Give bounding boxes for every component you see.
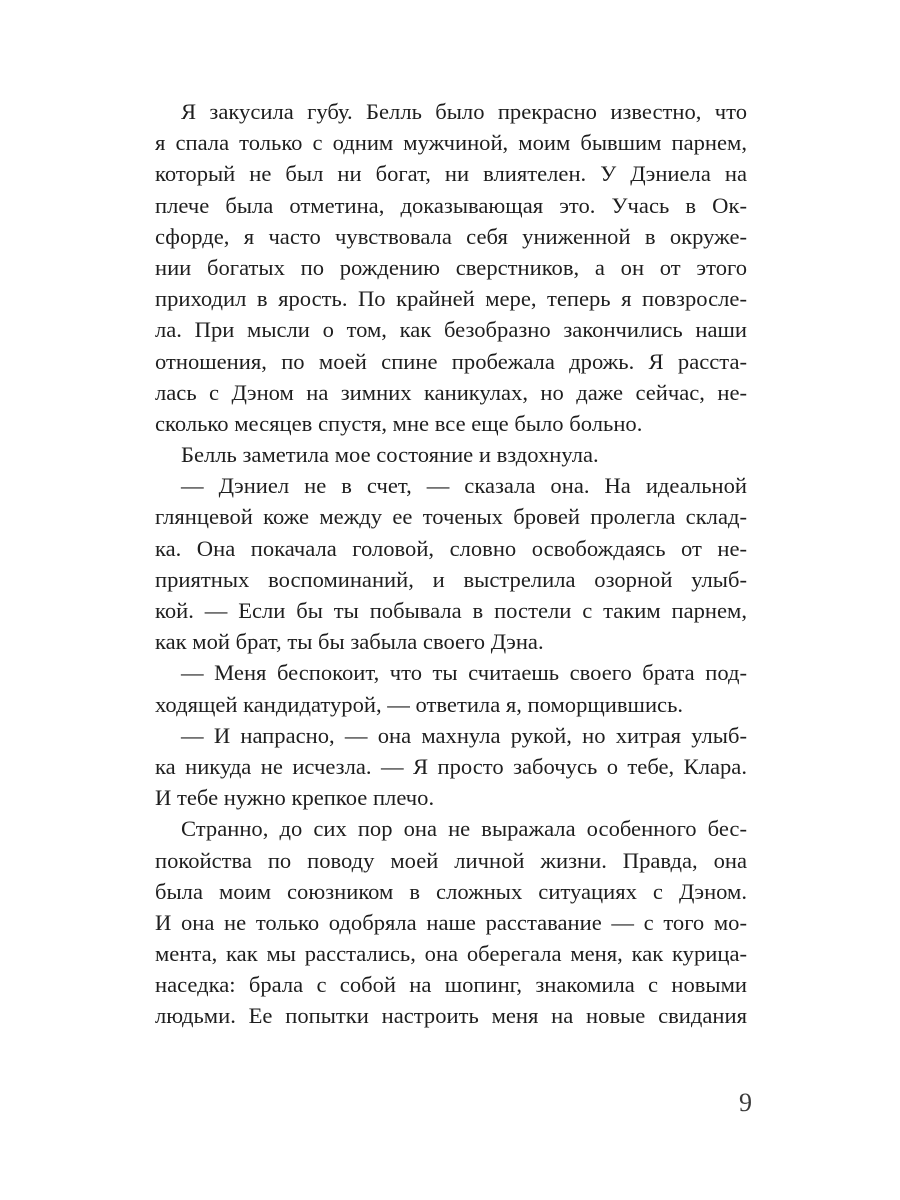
text-line: — И напрасно, — она махнула рукой, но хитрая улыб- [181,722,747,748]
text-line: ла. При мысли о том, как безобразно закончились наши [155,317,747,343]
text-line: лась с Дэном на зимних каникулах, но даже сейчас, не- [155,379,747,405]
text-line: который не был ни богат, ни влиятелен. У Дэниела на [155,161,747,187]
text-line: — Дэниел не в счет, — сказала она. На идеальной [181,473,747,499]
text-line: наседка: брала с собой на шопинг, знакомила с новыми [155,972,747,998]
text-line: была моим союзником в сложных ситуациях с Дэном. [155,878,747,904]
text-line: плече была отметина, доказывающая это. Учась в Ок- [155,192,747,218]
text-line: ка. Она покачала головой, словно освобождаясь от не- [155,535,747,561]
text-line: приятных воспоминаний, и выстрелила озорной улыб- [155,566,747,592]
text-line: кой. — Если бы ты побывала в постели с таким парнем, [155,598,747,623]
body-text [155,96,747,1032]
text-line: Я закусила губу. Белль было прекрасно известно, что [181,99,747,124]
text-line: людьми. Ее попытки настроить меня на новые свидания [155,1003,747,1029]
text-line: мента, как мы расстались, она оберегала меня, как курица- [155,941,747,967]
text-line: сфорде, я часто чувствовала себя униженной в окруже- [155,223,747,249]
text-line: ка никуда не исчезла. — Я просто забочусь о тебе, Клара. [155,753,747,779]
text-line: нии богатых по рождению сверстников, а он от этого [155,254,747,280]
text-line: как мой брат, ты бы забыла своего Дэна. [155,629,544,655]
text-line: сколько месяцев спустя, мне все еще было больно. [155,410,643,436]
text-line: Белль заметила мое состояние и вздохнула. [181,442,599,468]
text-line: — Меня беспокоит, что ты считаешь своего брата под- [181,660,747,686]
text-line: Странно, до сих пор она не выражала особенного бес- [181,816,747,842]
text-line: отношения, по моей спине пробежала дрожь. Я расста- [155,348,747,374]
text-line: глянцевой коже между ее точеных бровей пролегла склад- [155,504,747,530]
text-line: И она не только одобряла наше расставание — с того мо- [155,909,747,935]
text-line: покойства по поводу моей личной жизни. Правда, она [155,847,747,873]
text-line: ходящей кандидатурой, — ответила я, поморщившись. [155,691,684,717]
text-line: И тебе нужно крепкое плечо. [155,785,435,811]
page-number: 9 [739,1088,752,1117]
text-line: приходил в ярость. По крайней мере, теперь я повзросле- [155,286,747,312]
text-line: я спала только с одним мужчиной, моим бывшим парнем, [155,130,747,156]
